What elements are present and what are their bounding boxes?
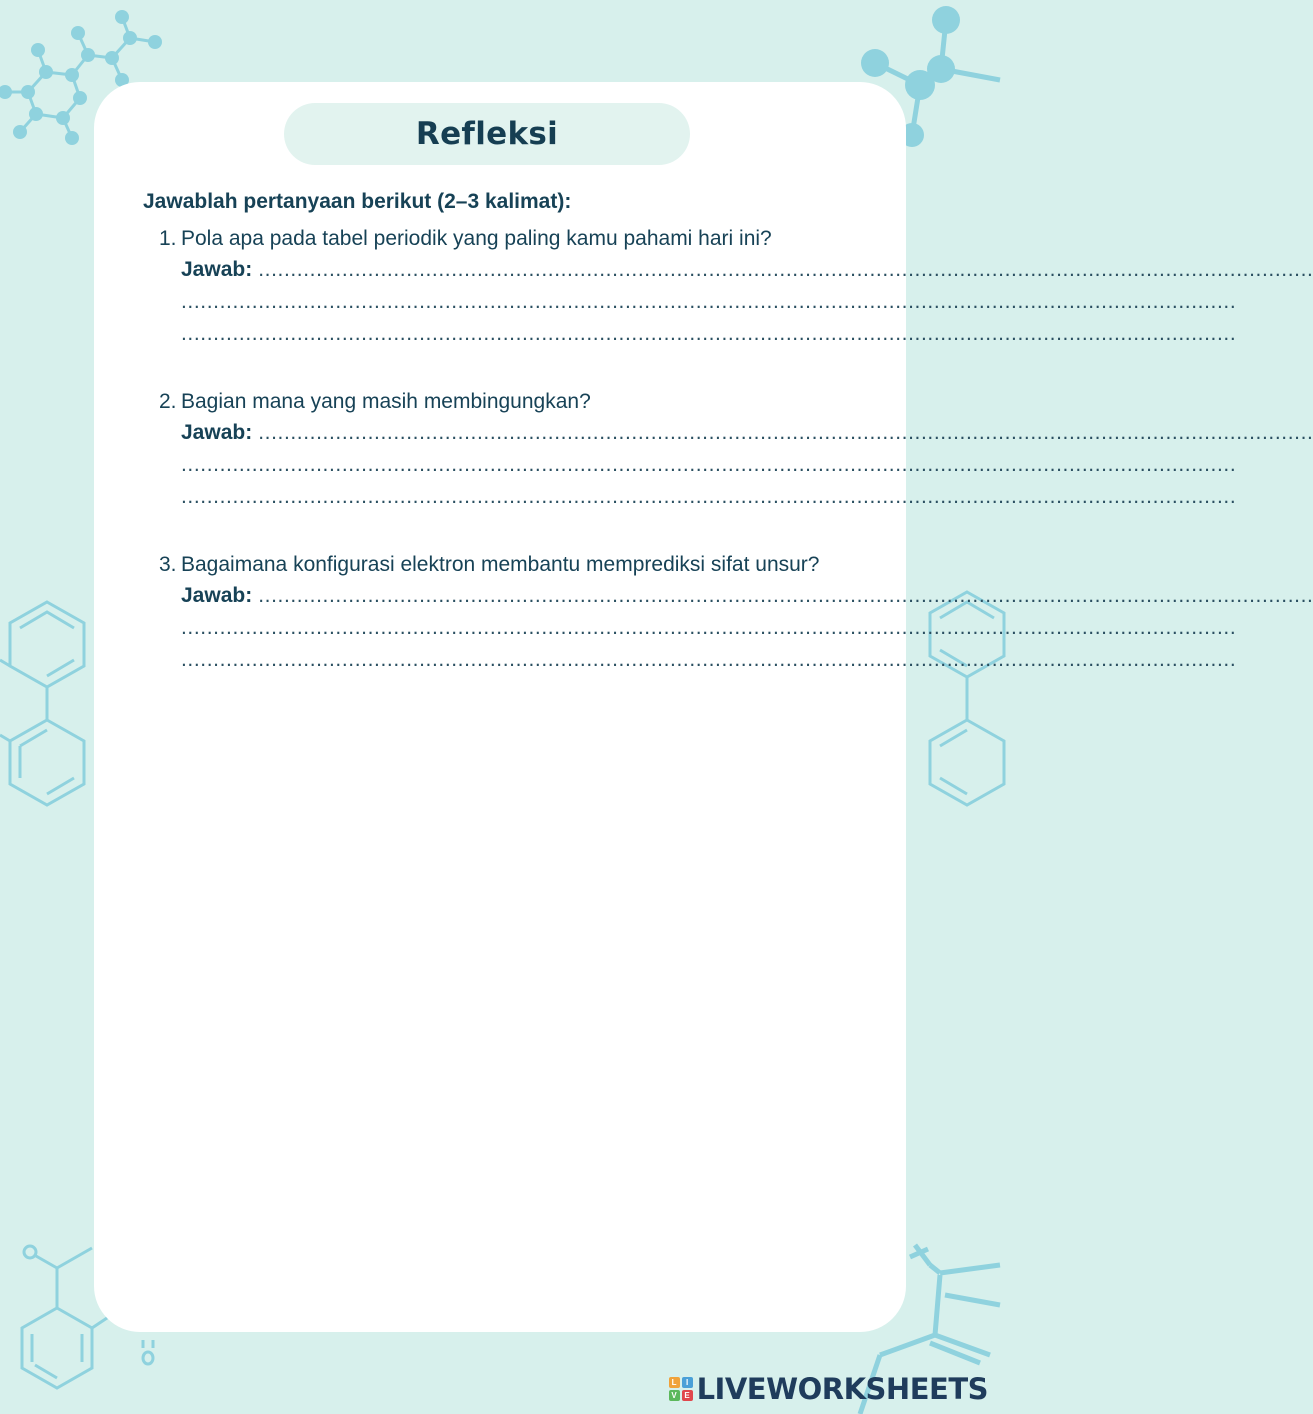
liveworksheets-logo[interactable] (669, 1372, 988, 1406)
question-number: 3. (159, 553, 177, 576)
instruction-text: Jawablah pertanyaan berikut (2–3 kalimat): (143, 190, 572, 213)
answer-line-3[interactable] (181, 644, 1237, 676)
title-pill (284, 103, 690, 165)
answer-line-3[interactable] (181, 481, 1237, 513)
question-1 (143, 223, 1313, 350)
answer-label: Jawab: (181, 584, 253, 607)
answer-line-1[interactable] (181, 417, 1313, 449)
worksheet-content (143, 187, 1313, 712)
question-text: Pola apa pada tabel periodik yang paling kamu pahami hari ini? (181, 227, 772, 250)
answer-label: Jawab: (181, 258, 253, 281)
answer-dots: .................................................................................................................................................................... (258, 421, 1313, 444)
biphenyl-decoration-left (0, 590, 100, 820)
question-3 (143, 549, 1313, 676)
answer-dots: .................................................................................................................................................................... (181, 290, 1237, 313)
answer-dots: .................................................................................................................................................................... (181, 322, 1237, 345)
logo-letter-l: L (669, 1377, 680, 1388)
question-text: Bagaimana konfigurasi elektron membantu memprediksi sifat unsur? (181, 553, 820, 576)
logo-letter-e: E (682, 1390, 693, 1401)
logo-icon (669, 1377, 693, 1401)
answer-label: Jawab: (181, 421, 253, 444)
answer-dots: .................................................................................................................................................................... (181, 453, 1237, 476)
answer-line-1[interactable] (181, 254, 1313, 286)
question-number: 2. (159, 390, 177, 413)
answer-line-3[interactable] (181, 318, 1237, 350)
answer-line-2[interactable] (181, 612, 1237, 644)
answer-dots: .................................................................................................................................................................... (258, 258, 1313, 281)
question-text: Bagian mana yang masih membingungkan? (181, 390, 591, 413)
brand-name: LIVEWORKSHEETS (696, 1372, 988, 1406)
worksheet-card (94, 82, 1313, 1332)
question-2 (143, 386, 1313, 513)
answer-line-2[interactable] (181, 449, 1237, 481)
answer-line-2[interactable] (181, 286, 1237, 318)
answer-dots: .................................................................................................................................................................... (181, 485, 1237, 508)
answer-dots: .................................................................................................................................................................... (181, 648, 1237, 671)
answer-line-1[interactable] (181, 580, 1313, 612)
logo-letter-v: V (669, 1390, 680, 1401)
logo-letter-i: I (682, 1377, 693, 1388)
answer-dots: .................................................................................................................................................................... (181, 616, 1237, 639)
answer-dots: .................................................................................................................................................................... (258, 584, 1313, 607)
page-title: Refleksi (415, 116, 559, 152)
question-number: 1. (159, 227, 177, 250)
